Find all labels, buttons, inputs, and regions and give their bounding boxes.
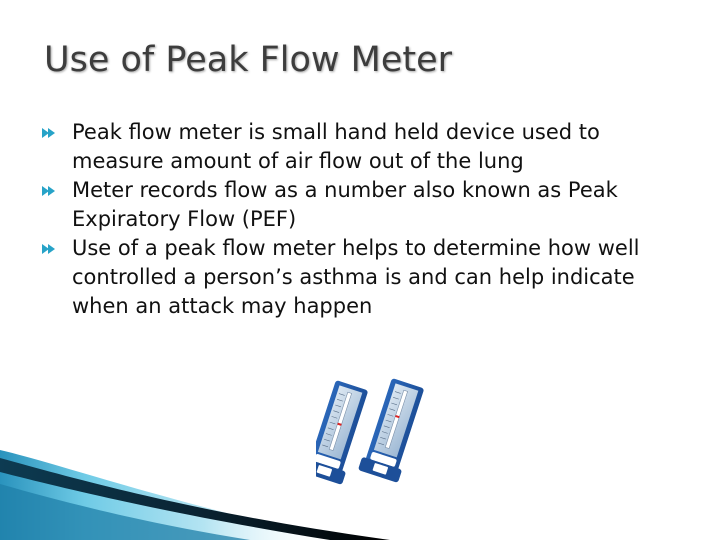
bullet-text: Meter records flow as a number also known as Peak Expiratory Flow (PEF) (72, 178, 618, 231)
bullet-item (48, 234, 698, 321)
bullet-item (48, 118, 698, 176)
bullet-item (48, 176, 698, 234)
bullet-text: Use of a peak flow meter helps to determine how well controlled a person’s asthma is and can help indicate when an attack may happen (72, 236, 640, 318)
slide-title: Use of Peak Flow Meter (44, 40, 453, 80)
double-chevron-bullet-icon (48, 244, 55, 254)
double-chevron-bullet-icon (48, 128, 55, 138)
corner-decoration (0, 450, 720, 540)
double-chevron-bullet-icon (48, 186, 55, 196)
bullet-list (48, 118, 698, 321)
bullet-text: Peak flow meter is small hand held device used to measure amount of air flow out of the lung (72, 120, 600, 173)
